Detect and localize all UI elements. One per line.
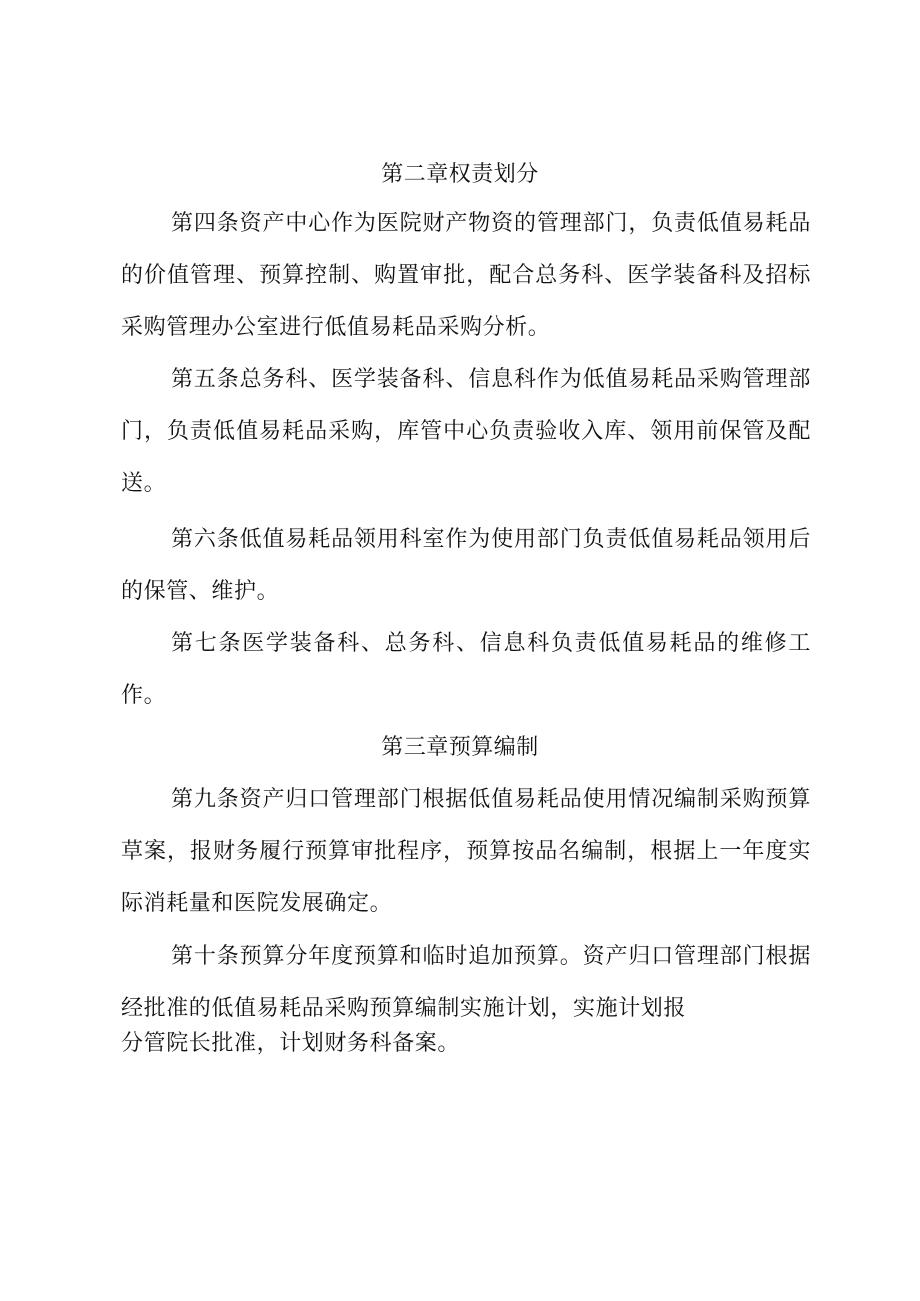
article-5-paragraph: 第五条总务科、医学装备科、信息科作为低值易耗品采购管理部门，负责低值易耗品采购，库管中心负责验收入库、领用前保管及配送。	[121, 367, 811, 496]
article-10-line-2: 经批准的低值易耗品采购预算编制实施计划，实施计划报	[121, 996, 687, 1021]
article-9-paragraph: 第九条资产归口管理部门根据低值易耗品使用情况编制采购预算草案，报财务履行预算审批程序，预算按品名编制，根据上一年度实际消耗量和医院发展确定。	[121, 787, 811, 916]
article-10-line-1: 第十条预算分年度预算和临时追加预算。资产归口管理部门根据	[171, 944, 811, 969]
article-6-paragraph: 第六条低值易耗品领用科室作为使用部门负责低值易耗品领用后的保管、维护。	[121, 527, 811, 604]
article-4-paragraph: 第四条资产中心作为医院财产物资的管理部门，负责低值易耗品的价值管理、预算控制、购置审批，配合总务科、医学装备科及招标采购管理办公室进行低值易耗品采购分析。	[121, 211, 811, 340]
article-7-paragraph: 第七条医学装备科、总务科、信息科负责低值易耗品的维修工作。	[121, 631, 811, 708]
chapter-2-heading: 第二章权责划分	[381, 162, 539, 187]
chapter-3-heading: 第三章预算编制	[381, 735, 539, 760]
article-10-line-3: 分管院长批准，计划财务科备案。	[121, 1031, 461, 1056]
